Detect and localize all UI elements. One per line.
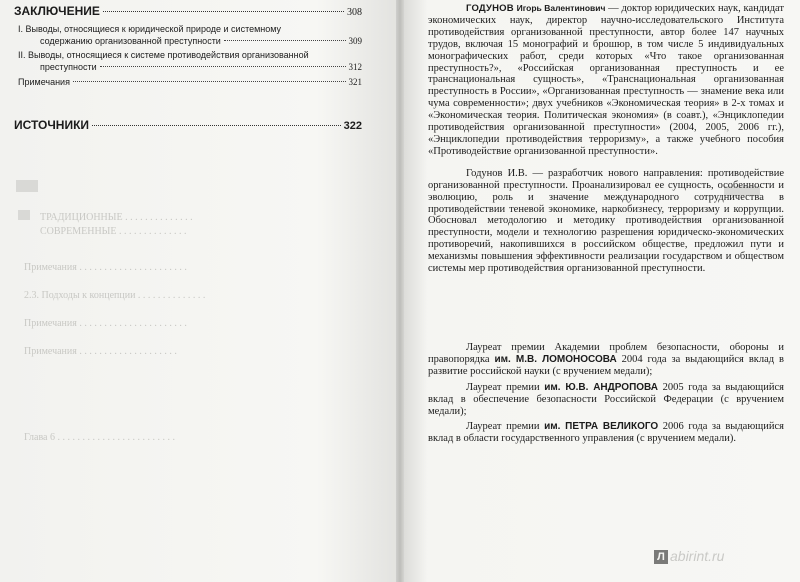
- toc-item-1: [18, 23, 362, 47]
- watermark-text: abirint.ru: [670, 548, 725, 564]
- prize-text: 2006 года за выдающийся вклад в области государственного управления (с вручением медали).: [428, 421, 784, 445]
- author-surname: ГОДУНОВ: [466, 3, 514, 14]
- prize-name: им. М.В. ЛОМОНОСОВА: [494, 353, 617, 365]
- prize-text: 2004 года за выдающийся вклад в развитие российской науки (с вручением медали);: [428, 353, 785, 377]
- prize-lomonosov: [428, 342, 784, 378]
- ghost-text: ТРАДИЦИОННЫЕ . . . . . . . . . . . . . .: [40, 212, 193, 223]
- toc-leader: [103, 11, 344, 12]
- ghost-text: Примечания . . . . . . . . . . . . . . . . . . . . . .: [24, 262, 187, 273]
- ghost-text: Примечания . . . . . . . . . . . . . . . . . . . . . .: [24, 318, 187, 329]
- bio-paragraph-1-text: — доктор юридических наук, кандидат экономических наук, директор научно-исследовательского Института противодействия организованной преступности, автор более 147 научных трудов, включая 15 монографий и брошюр, в том числе 5 индивидуальных монографических работ, среди которых «Что такое организованная преступность?», «Российская организованная преступность и ее транснациональная сущность», «Транснациональная организованная преступность в России», «Организованная преступность — знамение века или чума современности»; двух учебников «Экономическая теория» в 2-х томах и «Экономическая теория. Политическая экономия» (в соавт.), «Энциклопедии противодействия организованной преступности» (2004, 2005, 2006 гг.), «Энциклопедии противодействия терроризму», а также учебного пособия «Противодействие организованной преступности».: [428, 3, 785, 157]
- prize-text: Лауреат премии: [466, 381, 545, 393]
- toc-item-3: [18, 76, 362, 88]
- toc-leader: [100, 66, 346, 67]
- author-bio: [428, 3, 784, 275]
- toc-item-2-page: 312: [348, 62, 362, 72]
- toc-conclusion: [14, 4, 362, 18]
- ghost-text: 2.3. Подходы к концепции . . . . . . . . . . . . . .: [24, 290, 206, 301]
- prize-andropov: [428, 382, 784, 418]
- toc-item-1-line2: содержанию организованной преступности: [40, 36, 221, 46]
- toc-item-3-page: 321: [348, 77, 362, 87]
- prize-text: Лауреат премии Академии проблем безопасности, обороны и правопорядка: [428, 342, 784, 365]
- toc-leader: [92, 125, 341, 126]
- author-first-name: Игорь Валентинович: [516, 3, 606, 13]
- ghost-text: Примечания . . . . . . . . . . . . . . . . . . . .: [24, 346, 177, 357]
- ghost-block: [16, 180, 38, 192]
- prize-name: им. Ю.В. АНДРОПОВА: [544, 381, 658, 393]
- toc-conclusion-label: ЗАКЛЮЧЕНИЕ: [14, 4, 100, 18]
- bio-paragraph-1: [428, 3, 784, 158]
- toc-leader: [224, 40, 346, 41]
- ghost-text: СОВРЕМЕННЫЕ . . . . . . . . . . . . . .: [40, 226, 187, 237]
- site-watermark: [654, 548, 724, 564]
- toc-sources-label: ИСТОЧНИКИ: [14, 118, 90, 132]
- prize-name: им. ПЕТРА ВЕЛИКОГО: [544, 421, 659, 433]
- toc-sources: [14, 118, 362, 132]
- prize-text: 2005 года за выдающийся вклад в обеспечение безопасности Российской Федерации (с вручением медали);: [428, 381, 784, 417]
- toc-item-3-label: Примечания: [18, 77, 70, 87]
- toc-item-1-page: 309: [348, 36, 362, 46]
- toc-conclusion-page: 308: [347, 7, 362, 18]
- toc-item-2: [18, 49, 362, 73]
- toc-item-2-line2: преступности: [40, 62, 97, 72]
- toc-leader: [73, 81, 346, 82]
- prize-peter: [428, 421, 784, 445]
- toc-item-1-line1: I. Выводы, относящиеся к юридической природе и системному: [18, 24, 282, 34]
- book-gutter: [396, 0, 404, 582]
- ghost-block: [18, 210, 30, 220]
- labirint-logo-icon: Л: [654, 550, 668, 564]
- ghost-text: Глава 6 . . . . . . . . . . . . . . . . . . . . . . . .: [24, 432, 175, 443]
- prize-text: Лауреат премии: [466, 421, 545, 433]
- prizes-block: [428, 342, 784, 445]
- bio-paragraph-2: Годунов И.В. — разработчик нового направления: противодействие организованной преступности. Проанализировал ее сущность, особенности и эволюцию, роль и значение международного сотрудничества в противодействии теневой экономике, наркобизнесу, терроризму и коррупции. Обосновал методологию и методику противодействия организованной преступности, модели и технологию разрешения юридическо-экономических противоречий, накопившихся в российском обществе, предложил пути и механизмы повышения эффективности реализации государством и обществом системы мер противодействия организованной преступности.: [428, 167, 784, 275]
- toc-item-2-line1: II. Выводы, относящиеся к системе противодействия организованной: [18, 50, 309, 60]
- toc-sources-page: 322: [343, 120, 362, 132]
